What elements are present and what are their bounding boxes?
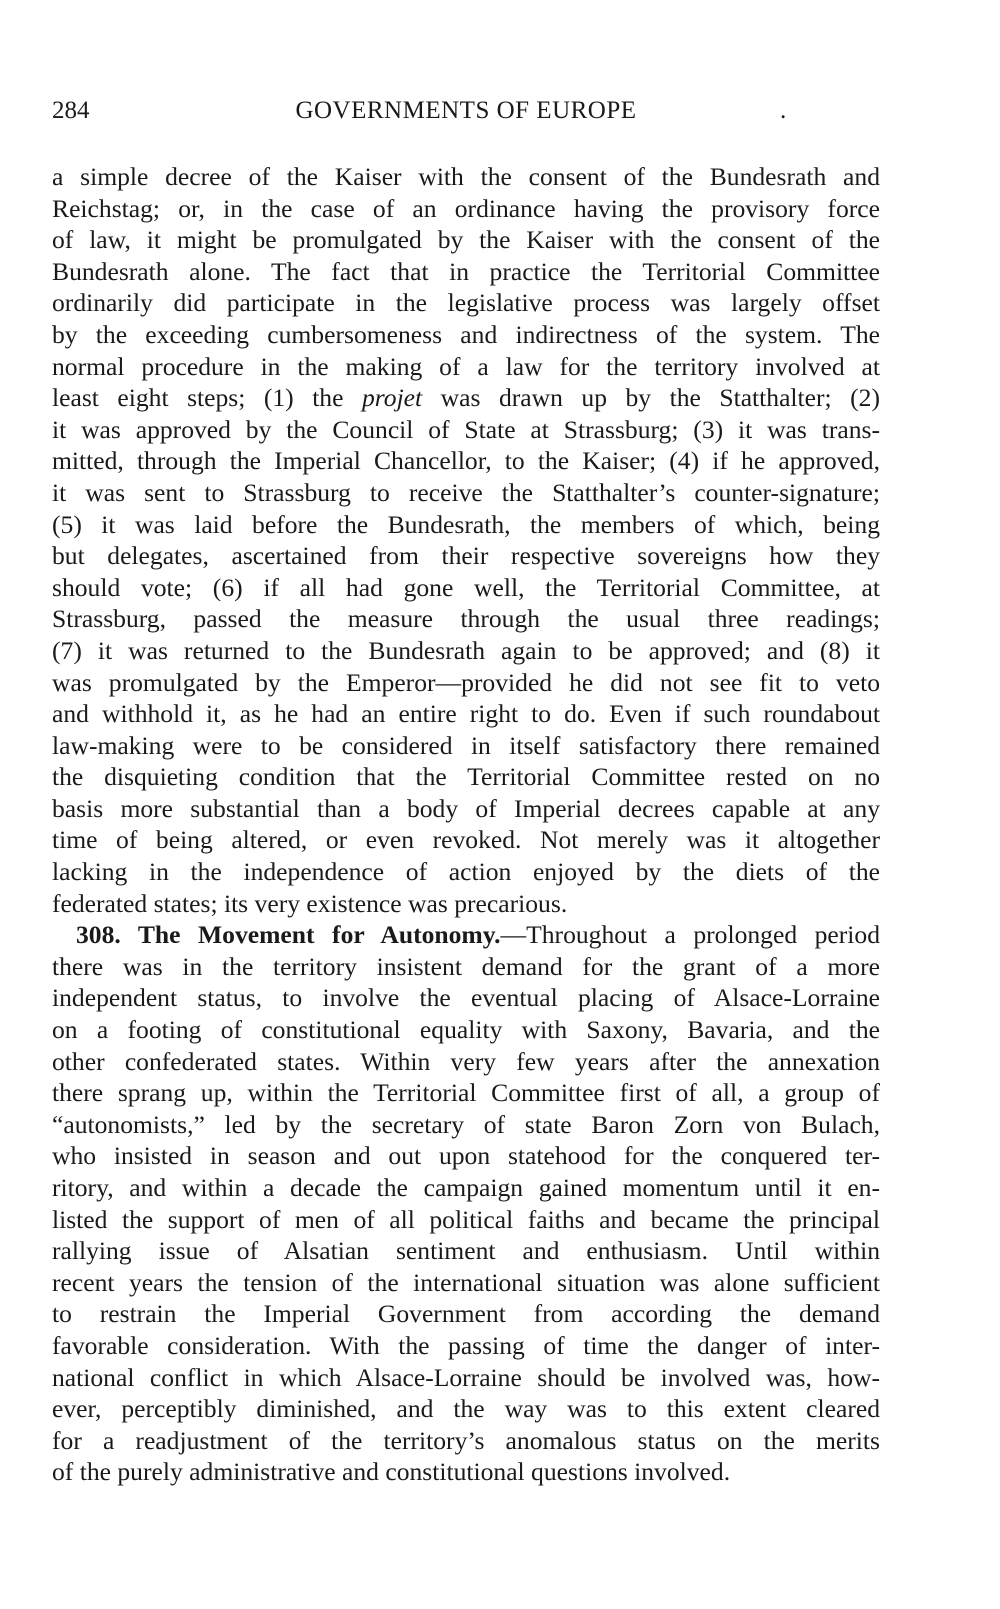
text-line: on a footing of constitutional equality with Saxony, Bavaria, and the bbox=[52, 1015, 880, 1045]
text-segment: least eight steps; (1) the bbox=[52, 383, 362, 413]
text-line: to restrain the Imperial Government from according the demand bbox=[52, 1299, 880, 1329]
text-line: national conflict in which Alsace-Lorraine should be involved was, how- bbox=[52, 1362, 880, 1392]
text-line: it was sent to Strassburg to receive the Statthalter’s counter-signature; bbox=[52, 477, 880, 507]
text-line: law-making were to be considered in itself satisfactory there remained bbox=[52, 730, 880, 760]
text-line: was promulgated by the Emperor—provided he did not see fit to veto bbox=[52, 667, 880, 697]
text-line: by the exceeding cumbersomeness and indirectness of the system. The bbox=[52, 319, 880, 349]
text-segment: was drawn up by the Statthalter; (2) bbox=[422, 383, 880, 413]
text-line: but delegates, ascertained from their respective sovereigns how they bbox=[52, 541, 880, 571]
text-line: favorable consideration. With the passing of time the danger of inter- bbox=[52, 1330, 880, 1360]
text-line: Reichstag; or, in the case of an ordinance having the provisory force bbox=[52, 193, 880, 223]
italic-term: projet bbox=[361, 383, 423, 413]
text-line: lacking in the independence of action enjoyed by the diets of the bbox=[52, 857, 880, 887]
text-line: it was approved by the Council of State at Strassburg; (3) it was trans- bbox=[52, 414, 880, 444]
text-line: and withhold it, as he had an entire right to do. Even if such roundabout bbox=[52, 699, 880, 729]
page-header bbox=[52, 97, 880, 137]
text-line: listed the support of men of all political faiths and became the principal bbox=[52, 1204, 880, 1234]
section-308 bbox=[52, 919, 880, 1488]
text-line: who insisted in season and out upon statehood for the conquered ter- bbox=[52, 1141, 880, 1171]
text-line: ordinarily did participate in the legislative process was largely offset bbox=[52, 288, 880, 318]
page-body bbox=[52, 161, 880, 1488]
text-line: of the purely administrative and constitutional questions involved. bbox=[52, 1457, 731, 1487]
text-line: of law, it might be promulgated by the Kaiser with the consent of the bbox=[52, 225, 880, 255]
text-segment: —Throughout a prolonged period bbox=[500, 920, 880, 950]
text-line: other confederated states. Within very few years after the annexation bbox=[52, 1046, 880, 1076]
text-line: there sprang up, within the Territorial Committee first of all, a group of bbox=[52, 1078, 880, 1108]
text-line: federated states; its very existence was precarious. bbox=[52, 888, 568, 918]
text-line: should vote; (6) if all had gone well, the Territorial Committee, at bbox=[52, 572, 880, 602]
text-line: the disquieting condition that the Territorial Committee rested on no bbox=[52, 762, 880, 792]
stray-mark: . bbox=[780, 97, 787, 124]
text-line: a simple decree of the Kaiser with the consent of the Bundesrath and bbox=[52, 162, 880, 191]
text-line: recent years the tension of the international situation was alone sufficient bbox=[52, 1267, 880, 1297]
section-first-line bbox=[52, 919, 880, 951]
text-line: rallying issue of Alsatian sentiment and enthusiasm. Until within bbox=[52, 1236, 880, 1266]
page-number: 284 bbox=[52, 97, 90, 124]
text-line: normal procedure in the making of a law for the territory involved at bbox=[52, 351, 880, 381]
running-head: GOVERNMENTS OF EUROPE bbox=[295, 97, 637, 124]
paragraph-continuation bbox=[52, 161, 880, 919]
text-line: there was in the territory insistent demand for the grant of a more bbox=[52, 951, 880, 981]
section-heading: 308. The Movement for Autonomy. bbox=[76, 920, 501, 950]
text-line: Strassburg, passed the measure through the usual three readings; bbox=[52, 604, 880, 634]
text-line-with-italic bbox=[52, 382, 880, 414]
text-line: “autonomists,” led by the secretary of state Baron Zorn von Bulach, bbox=[52, 1109, 880, 1139]
text-line: Bundesrath alone. The fact that in practice the Territorial Committee bbox=[52, 256, 880, 286]
text-line: for a readjustment of the territory’s anomalous status on the merits bbox=[52, 1425, 880, 1455]
text-line: independent status, to involve the eventual placing of Alsace-Lorraine bbox=[52, 983, 880, 1013]
text-line: ritory, and within a decade the campaign gained momentum until it en- bbox=[52, 1173, 880, 1202]
text-line: mitted, through the Imperial Chancellor, to the Kaiser; (4) if he approved, bbox=[52, 446, 880, 476]
text-line: ever, perceptibly diminished, and the way was to this extent cleared bbox=[52, 1394, 880, 1424]
text-line: time of being altered, or even revoked. Not merely was it altogether bbox=[52, 825, 880, 855]
text-line: (5) it was laid before the Bundesrath, the members of which, being bbox=[52, 509, 880, 539]
text-line: (7) it was returned to the Bundesrath again to be approved; and (8) it bbox=[52, 635, 880, 665]
text-line: basis more substantial than a body of Imperial decrees capable at any bbox=[52, 793, 880, 823]
